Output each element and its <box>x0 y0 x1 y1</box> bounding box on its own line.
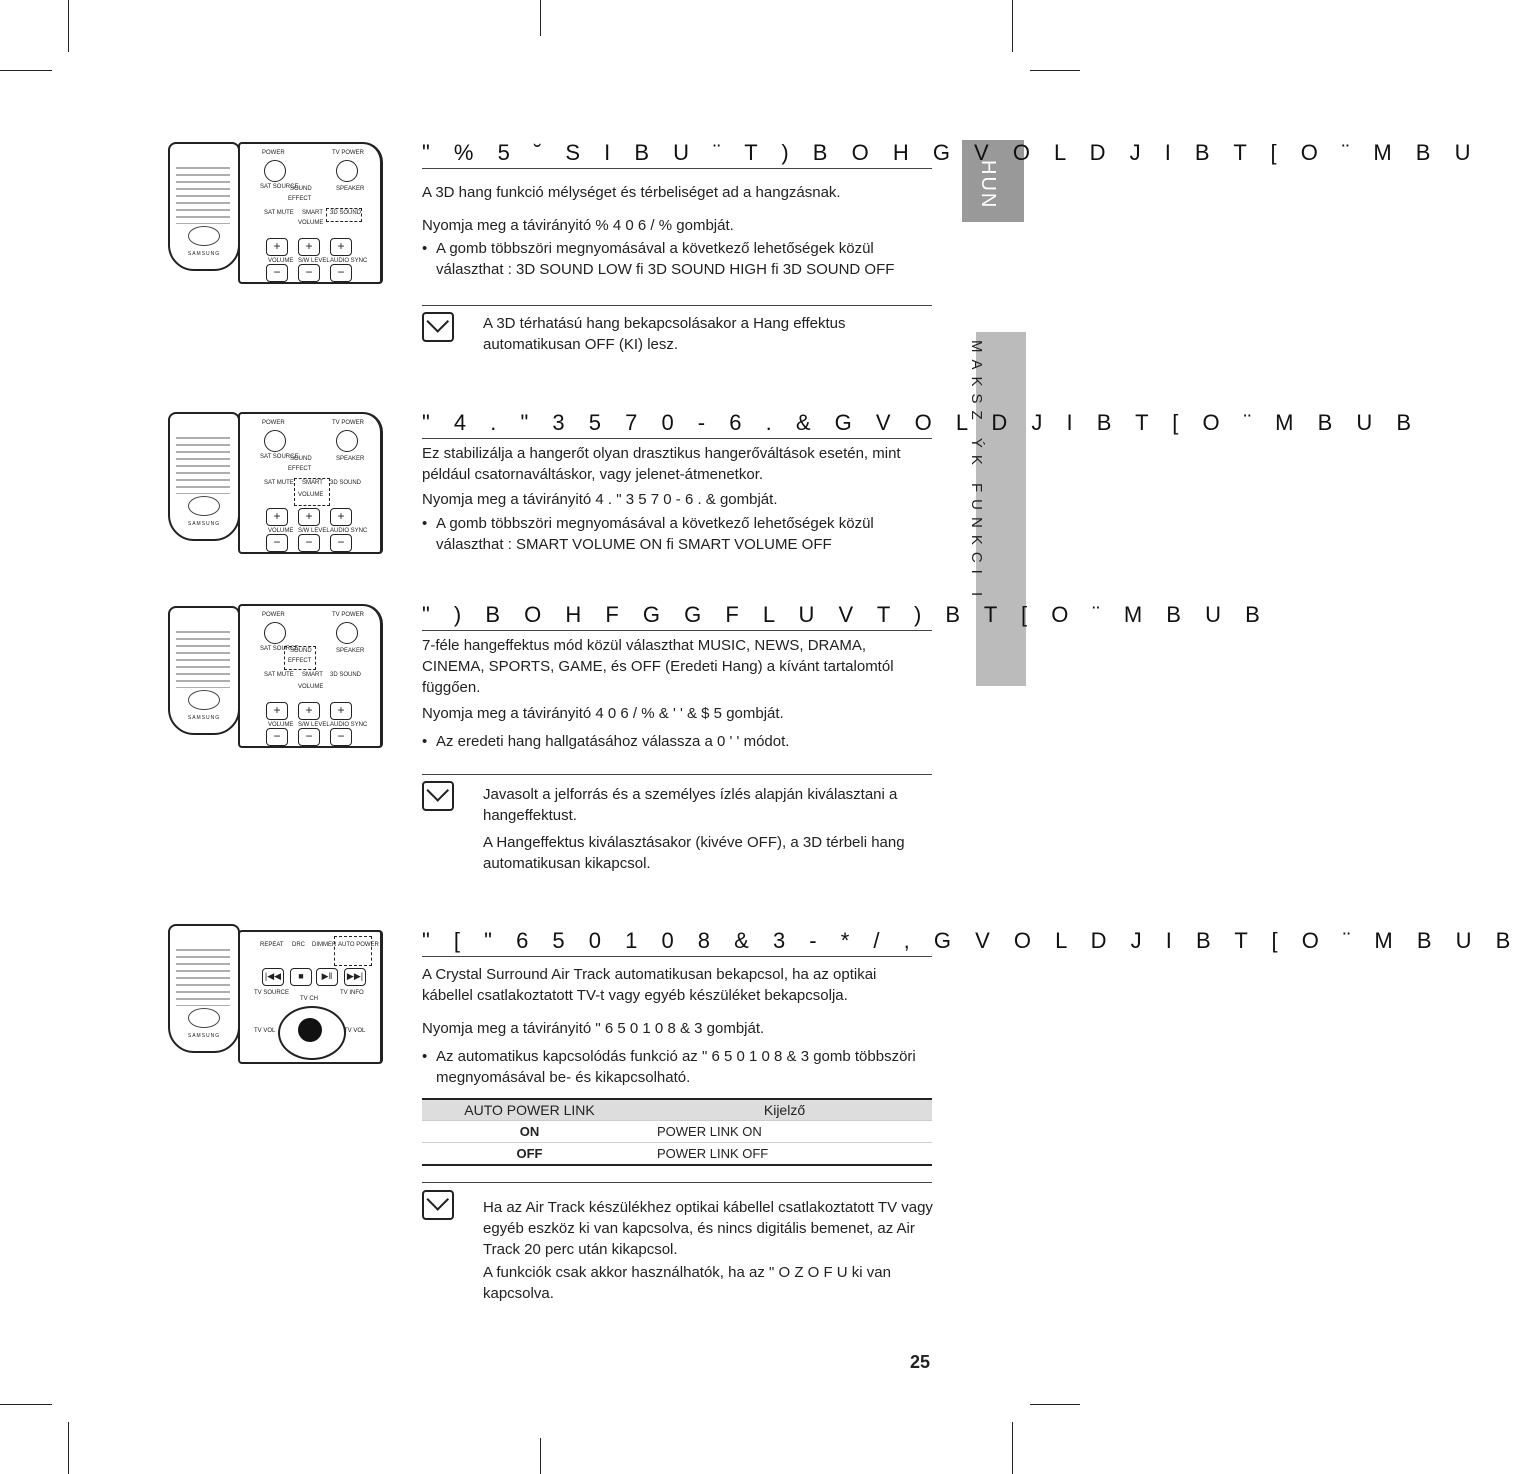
3d-sound-highlight <box>326 208 362 222</box>
remote-zoom-sound-effect: POWER TV POWER SAT SOURCE SOUND SPEAKER EFFECT SAT MUTE SMART 3D SOUND VOLUME + + + VOLUME S/W LEVEL AUDIO SYNC − − − <box>238 604 383 748</box>
note-rule <box>422 1182 932 1183</box>
tv-power-icon <box>336 430 358 452</box>
remote-thumbnail: SAMSUNG <box>168 412 240 541</box>
table-cell: ON <box>422 1121 637 1143</box>
remote-thumbnail: SAMSUNG <box>168 606 240 735</box>
note-rule <box>422 305 932 306</box>
crop-mark <box>1030 70 1080 71</box>
crop-mark <box>68 1422 69 1474</box>
power-icon <box>264 430 286 452</box>
heading-rule <box>422 630 932 631</box>
section-instruction: Nyomja meg a távirányitó 4 . " 3 5 7 0 - 6 . & gombját. <box>422 491 778 508</box>
auto-power-highlight <box>334 936 372 966</box>
table-row <box>422 1143 932 1166</box>
crop-mark <box>1030 1404 1080 1405</box>
crop-mark <box>1012 1422 1013 1474</box>
section-tab-label: MAKSZ ÝK FUNKCI I <box>968 340 985 604</box>
section-heading-3d-sound: " % 5 ˘ S I B U ¨ T ) B O H G V O L D J I B T [ O ¨ M B U <box>422 140 1480 165</box>
table-header-row <box>422 1099 932 1121</box>
note-text: A funkciók csak akkor használhatók, ha az " O Z O F U ki van kapcsolva. <box>483 1264 891 1302</box>
note-icon <box>422 1190 454 1220</box>
remote-zoom-auto-power: REPEAT DRC DIMMER AUTO POWER |◀◀ ■ ▶‖ ▶▶| TV SOURCE TV INFO TV CH TV VOL TV VOL <box>238 930 383 1064</box>
table-cell: OFF <box>422 1143 637 1166</box>
section-instruction: Nyomja meg a távirányitó " 6 5 0 1 0 8 & 3 gombját. <box>422 1020 765 1037</box>
tv-power-icon <box>336 160 358 182</box>
language-tab-label: HUN <box>977 160 999 210</box>
note-rule <box>422 774 932 775</box>
remote-zoom-smart-volume: POWER TV POWER SAT SOURCE SOUND SPEAKER EFFECT SAT MUTE SMART 3D SOUND VOLUME + + + VOLUME S/W LEVEL AUDIO SYNC − − − <box>238 412 383 554</box>
section-intro: Ez stabilizálja a hangerőt olyan drasztikus hangerőváltások esetén, mint például csatornaváltáskor, vagy jelenet-átmenetkor. <box>422 445 901 483</box>
remote-thumbnail: SAMSUNG <box>168 142 240 271</box>
table-header: AUTO POWER LINK <box>422 1099 637 1121</box>
section-instruction: Nyomja meg a távirányitó % 4 0 6 / % gombját. <box>422 217 734 234</box>
note-icon <box>422 781 454 811</box>
center-button <box>298 1018 322 1042</box>
table-cell: POWER LINK ON <box>637 1121 932 1143</box>
heading-rule <box>422 168 932 169</box>
tv-power-icon <box>336 622 358 644</box>
note-text: A 3D térhatású hang bekapcsolásakor a Hang effektus automatikusan OFF (KI) lesz. <box>483 315 846 353</box>
section-intro: A Crystal Surround Air Track automatikusan bekapcsol, ha az optikai kábellel csatlakoztatott TV-t vagy egyéb készüléket bekapcsolja. <box>422 966 877 1004</box>
crop-mark <box>68 0 69 52</box>
heading-rule <box>422 956 932 957</box>
note-text: A Hangeffektus kiválasztásakor (kivéve OFF), a 3D térbeli hang automatikusan kikapcsol. <box>483 834 905 872</box>
note-icon <box>422 312 454 342</box>
heading-rule <box>422 438 932 439</box>
section-intro: 7-féle hangeffektus mód közül választhat MUSIC, NEWS, DRAMA, CINEMA, SPORTS, GAME, és OFF (Eredeti Hang) a kívánt tartalomtól függően. <box>422 637 894 696</box>
crop-mark <box>1012 0 1013 52</box>
page-number: 25 <box>910 1352 931 1372</box>
section-heading-smart-volume: " 4 . " 3 5 7 0 - 6 . & G V O L D J I B T [ O ¨ M B U B <box>422 410 1421 435</box>
note-text: Ha az Air Track készülékhez optikai kábellel csatlakoztatott TV vagy egyéb eszköz ki van kapcsolva, és nincs digitális bemenet, az Air Track 20 perc után kikapcsol. <box>483 1199 933 1258</box>
auto-power-link-table <box>422 1098 932 1166</box>
crop-mark <box>540 0 541 36</box>
note-text: Javasolt a jelforrás és a személyes ízlés alapján kiválasztani a hangeffektust. <box>483 786 898 824</box>
section-intro: A 3D hang funkció mélységet és térbeliséget ad a hangzásnak. <box>422 184 841 201</box>
crop-mark <box>540 1438 541 1474</box>
remote-thumbnail: SAMSUNG <box>168 924 240 1053</box>
section-heading-sound-effect: " ) B O H F G G F L U V T ) B T [ O ¨ M B U B <box>422 602 1269 627</box>
section-instruction: Nyomja meg a távirányitó 4 0 6 / % & ' ' & $ 5 gombját. <box>422 705 784 722</box>
power-icon <box>264 622 286 644</box>
table-cell: POWER LINK OFF <box>637 1143 932 1166</box>
remote-zoom-3d-sound: POWER TV POWER SAT SOURCE SOUND SPEAKER EFFECT SAT MUTE SMART 3D SOUND VOLUME + + + VOLUME S/W LEVEL AUDIO SYNC − − − <box>238 142 383 284</box>
section-heading-auto-power-link: " [ " 6 5 0 1 0 8 & 3 - * / , G V O L D J I B T [ O ¨ M B U B <box>422 928 1519 953</box>
power-icon <box>264 160 286 182</box>
crop-mark <box>0 70 52 71</box>
table-row <box>422 1121 932 1143</box>
table-header: Kijelző <box>637 1099 932 1121</box>
crop-mark <box>0 1404 52 1405</box>
